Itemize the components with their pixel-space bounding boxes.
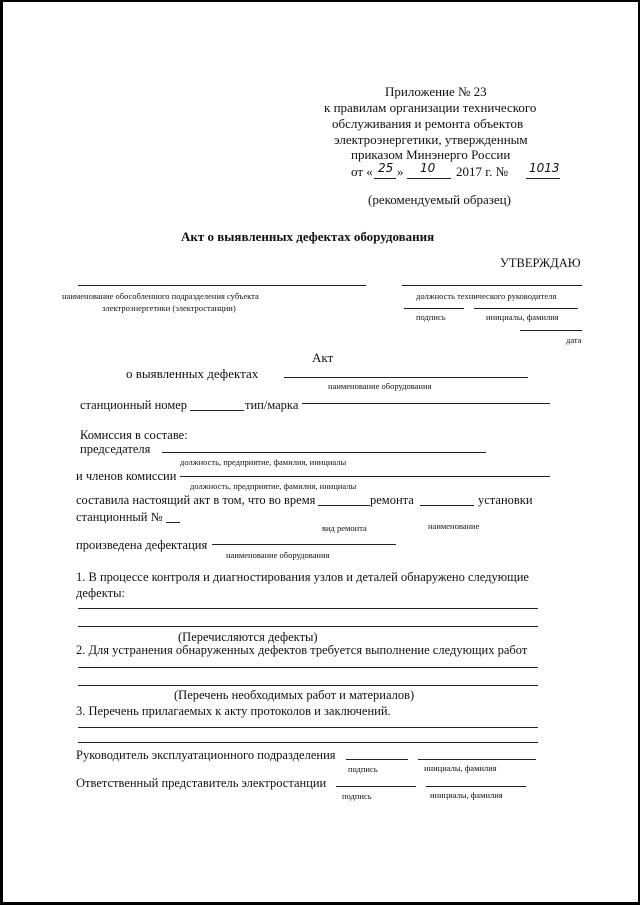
compiled-repair: ремонта: [370, 493, 414, 507]
item-1-line-1: 1. В процессе контроля и диагностирования узлов и деталей обнаружено следующие: [76, 570, 529, 584]
signature-rep-label: Ответственный представитель электростанции: [76, 776, 327, 790]
chairman-caption: должность, предприятие, фамилия, инициалы: [180, 457, 347, 467]
approve-signature-caption: подпись: [416, 312, 446, 322]
appendix-date-day: 25: [378, 161, 394, 175]
act-heading: Акт: [312, 350, 334, 365]
item-2: 2. Для устранения обнаруженных дефектов требуется выполнение следующих работ: [76, 643, 528, 657]
item-1-line-2: дефекты:: [76, 586, 125, 600]
appendix-line-3: обслуживания и ремонта объектов: [332, 116, 524, 131]
act-subheading: о выявленных дефектах: [126, 366, 259, 381]
type-model-label: тип/марка: [245, 398, 299, 412]
appendix-date-year: 2017 г. №: [456, 164, 509, 179]
recommended-note: (рекомендуемый образец): [368, 192, 511, 207]
approve-initials-caption: инициалы, фамилия: [486, 312, 559, 322]
approve-left-caption-1: наименование обособленного подразделения субъекта: [62, 291, 259, 301]
repair-type-caption: вид ремонта: [322, 523, 367, 533]
scan-border-top: [0, 0, 640, 2]
act-equipment-caption: наименование оборудования: [328, 381, 432, 391]
signature-head-label: Руководитель эксплуатационного подразделения: [76, 748, 336, 762]
defect-caption: наименование оборудования: [226, 550, 330, 560]
station-number-label: станционный номер: [80, 398, 188, 412]
appendix-date-mid: »: [397, 164, 404, 179]
signature-rep-sig-caption: подпись: [342, 791, 372, 801]
members-caption: должность, предприятие, фамилия, инициалы: [190, 481, 357, 491]
appendix-date-prefix: от «: [351, 164, 373, 179]
item-2-caption: (Перечень необходимых работ и материалов): [174, 688, 415, 702]
item-1-caption: (Перечисляются дефекты): [178, 630, 318, 644]
document-title: Акт о выявленных дефектах оборудования: [181, 229, 435, 244]
appendix-line-2: к правилам организации технического: [324, 100, 537, 115]
appendix-line-5: приказом Минэнерго России: [351, 147, 511, 162]
defect-label: произведена дефектация: [76, 538, 208, 552]
commission-members: и членов комиссии: [76, 469, 177, 483]
compiled-text: составила настоящий акт в том, что во время: [76, 493, 316, 507]
scan-border-left: [0, 0, 3, 905]
signature-rep-init-caption: инициалы, фамилия: [430, 790, 503, 800]
approve-left-caption-2: электроэнергетики (электростанции): [102, 303, 236, 313]
approve-label: УТВЕРЖДАЮ: [500, 256, 581, 270]
approve-date-caption: дата: [566, 335, 582, 345]
appendix-line-4: электроэнергетики, утвержденным: [334, 132, 528, 147]
station-no-label: станционный №: [76, 510, 163, 524]
approve-right-caption: должность технического руководителя: [416, 291, 557, 301]
signature-head-sig-caption: подпись: [348, 764, 378, 774]
appendix-line-1: Приложение № 23: [385, 84, 487, 99]
commission-chairman: председателя: [80, 442, 151, 456]
compiled-install: установки: [478, 493, 533, 507]
appendix-date-month: 10: [420, 161, 436, 175]
signature-head-init-caption: инициалы, фамилия: [424, 763, 497, 773]
name-caption: наименование: [428, 521, 480, 531]
commission-intro: Комиссия в составе:: [80, 428, 188, 442]
item-3: 3. Перечень прилагаемых к акту протоколов и заключений.: [76, 704, 391, 718]
appendix-date-number: 1013: [529, 161, 560, 175]
